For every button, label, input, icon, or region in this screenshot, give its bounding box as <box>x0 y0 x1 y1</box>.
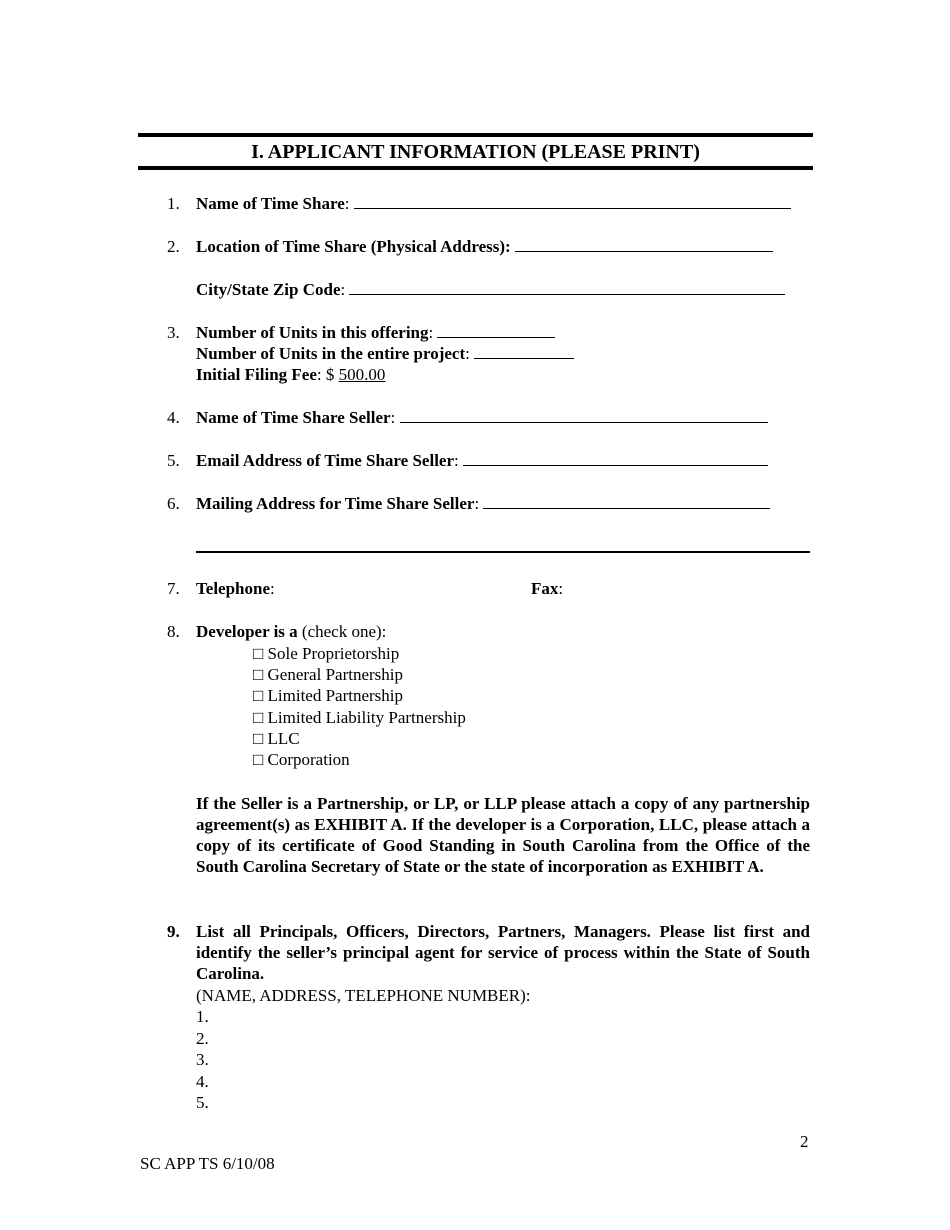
name-of-time-share-field[interactable] <box>354 193 791 209</box>
field-label: Email Address of Time Share Seller <box>196 451 455 470</box>
physical-address-field[interactable] <box>515 236 773 252</box>
header-rule-bottom <box>138 166 813 170</box>
field-label: Mailing Address for Time Share Seller <box>196 494 475 513</box>
option-limited-liability-partnership[interactable]: □ Limited Liability Partnership <box>253 708 466 727</box>
option-general-partnership[interactable]: □ General Partnership <box>253 665 403 684</box>
principals-instructions: List all Principals, Officers, Directors, Partners, Managers. Please list first and identify the seller’s principal agent for service of process within the State of South Carolina. <box>196 922 810 983</box>
principal-line-5[interactable]: 5. <box>196 1093 209 1112</box>
item-number: 1. <box>167 194 180 213</box>
item-number: 7. <box>167 579 180 598</box>
page-number: 2 <box>800 1132 809 1151</box>
field-label: Name of Time Share Seller <box>196 408 391 427</box>
item-number: 9. <box>167 922 180 941</box>
field-label: Name of Time Share <box>196 194 345 213</box>
option-llc[interactable]: □ LLC <box>253 729 300 748</box>
seller-mailing-field-line2[interactable] <box>196 551 810 553</box>
header-rule-top <box>138 133 813 137</box>
principal-line-3[interactable]: 3. <box>196 1050 209 1069</box>
item-number: 4. <box>167 408 180 427</box>
city-state-zip-field[interactable] <box>349 279 785 295</box>
telephone-label: Telephone <box>196 579 271 598</box>
principal-line-4[interactable]: 4. <box>196 1072 209 1091</box>
field-label: Initial Filing Fee <box>196 365 317 384</box>
seller-email-field[interactable] <box>463 450 768 466</box>
principal-line-1[interactable]: 1. <box>196 1007 209 1026</box>
seller-mailing-field[interactable] <box>483 493 770 509</box>
units-offering-field[interactable] <box>437 322 555 338</box>
form-id: SC APP TS 6/10/08 <box>140 1154 275 1173</box>
item-number: 2. <box>167 237 180 256</box>
principals-subheading: (NAME, ADDRESS, TELEPHONE NUMBER): <box>196 986 531 1005</box>
exhibit-a-note: If the Seller is a Partnership, or LP, or LLP please attach a copy of any partnership agreement(s) as EXHIBIT A. If the developer is a Corporation, LLC, please attach a copy of its certificate of Good Standing in South Carolina from the Office of the South Carolina Secretary of State or the state of incorporation as EXHIBIT A. <box>196 794 810 876</box>
item-number: 8. <box>167 622 180 641</box>
item-number: 3. <box>167 323 180 342</box>
field-label: Number of Units in this offering <box>196 323 429 342</box>
option-limited-partnership[interactable]: □ Limited Partnership <box>253 686 404 705</box>
filing-fee-value: 500.00 <box>338 365 386 384</box>
field-label: City/State Zip Code <box>196 280 341 299</box>
units-project-field[interactable] <box>474 343 574 359</box>
field-label: Developer is a <box>196 622 298 641</box>
section-title: I. APPLICANT INFORMATION (PLEASE PRINT) <box>251 141 700 163</box>
seller-name-field[interactable] <box>400 407 768 423</box>
option-sole-proprietorship[interactable]: □ Sole Proprietorship <box>253 644 400 663</box>
field-label: Number of Units in the entire project <box>196 344 466 363</box>
option-corporation[interactable]: □ Corporation <box>253 750 350 769</box>
fax-label: Fax <box>531 579 559 598</box>
principal-line-2[interactable]: 2. <box>196 1029 209 1048</box>
item-number: 6. <box>167 494 180 513</box>
item-number: 5. <box>167 451 180 470</box>
field-label: Location of Time Share (Physical Address): <box>196 237 511 256</box>
